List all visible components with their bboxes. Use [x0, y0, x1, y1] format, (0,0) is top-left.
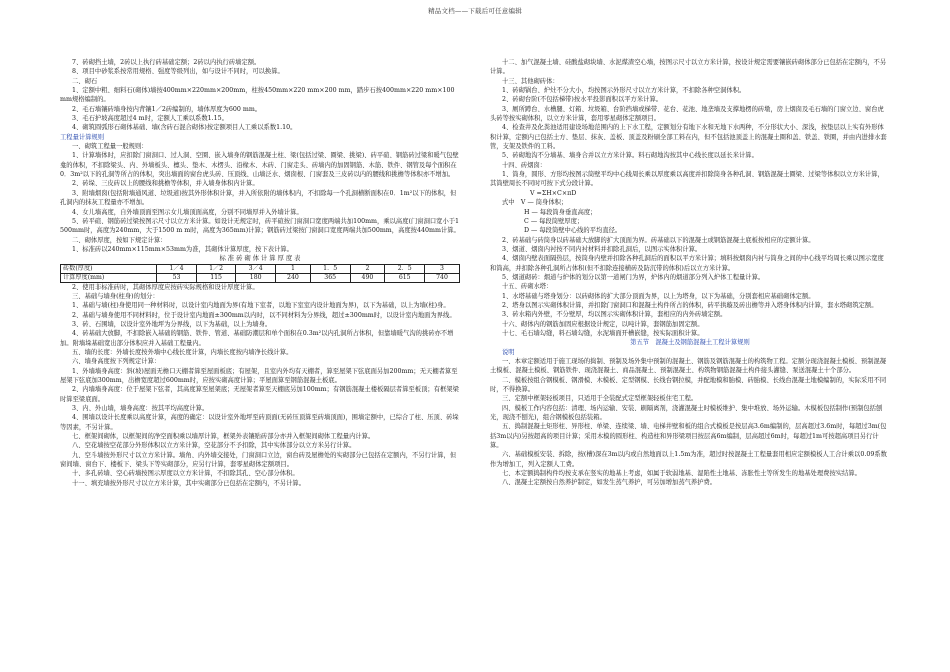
- paragraph: 十一、填充墙按外形尺寸以立方米计算，其中实砌部分已包括在定额内，不另计算。: [72, 479, 305, 487]
- paragraph: 1、筒身，圆形、方形均按图示筒壁平均中心线周长乘以厚度乘以高度并扣除筒身各种孔洞、钢筋混凝土圈梁、过梁等体积以立方米计算，其筒壁周长不同时可按下式分段计算。: [490, 171, 884, 188]
- table-cell: 砖数(厚度): [61, 264, 157, 273]
- paragraph: 一、本章定额适用于施工现场的捣制、预制及场外集中预制的混凝土、钢筋及钢筋混凝土的构筑物工程。定额分现浇混凝土模板、预制混凝土模板、混凝土模板、钢筋铁件、现浇混凝土、商品混凝土、预制混凝土、构筑物钢筋混凝土构件接头灌缝、泵送混凝土十个部分。: [490, 358, 887, 375]
- table-row: [61, 264, 460, 273]
- paragraph: 七、本定额捣制构件均按支承在竖实的地基上考虑，如属于软弱地基、湿陷性土地基、冻胀性土等所发生的地基处理费按实结算。: [502, 470, 861, 478]
- paragraph: 七、框架间砌体，以框架间的净空面积乘以墙厚计算，框架外表镶贴砖部分亦并入框架间砌体工程量内计算。: [72, 433, 375, 441]
- paragraph: 1、水塔基础与塔身划分：以砖砌体的扩大部分顶面为界，以上为塔身，以下为基础，分别套相应基础砌体定额。: [502, 292, 815, 300]
- table-cell: 1／2: [196, 264, 236, 273]
- table-cell: 1．5: [310, 264, 350, 273]
- paragraph: 四、模板工作内容包括：清理、场内运输、安装、刷隔离剂，浇灌混凝土时模板维护、集中堆放、场外运输。木模板包括制作(预制包括刨光，现浇不刨光)，组合钢模板包括装箱。: [490, 404, 883, 422]
- paragraph: V =ΣH×C×πD: [530, 189, 577, 197]
- paragraph: 十五、砖砌水塔：: [502, 283, 553, 291]
- paragraph: 十七、毛石墙勾缝，料石墙勾缝，水泥墙面开槽嵌缝，按实际面积计算。: [502, 329, 704, 337]
- table-cell: 490: [350, 273, 385, 282]
- paragraph: 六、墙身高度按下列规定计算：: [72, 358, 161, 366]
- table-cell: 2．5: [385, 264, 425, 273]
- paragraph: 八、混凝土定额按自然养护制定，如发生蒸气养护，可另加增加蒸气养护费。: [502, 479, 717, 487]
- brick-thickness-table: [60, 264, 460, 283]
- paragraph: 4、砌筑圆弧形石砌体基础、墙(含砖石混合砌体)按定额项目人工乘以系数1.10。: [72, 124, 297, 132]
- table-cell: 240: [275, 273, 310, 282]
- paragraph: 2、砖垛、三皮砖以上的腰线和挑檐等体积，并入墙身体积内计算。: [72, 180, 259, 188]
- table-cell: 计算厚度(mm): [61, 273, 157, 282]
- table-cell: 365: [310, 273, 350, 282]
- paragraph: 3、砖、石围墙，以设计室外地坪为分界线，以下为基础，以上为墙身。: [72, 320, 272, 328]
- paragraph: 十六、砌体内的钢筋加固应根据设计规定，以吨计算，套钢筋加固定额。: [502, 320, 704, 328]
- paragraph: 三、定额中框架轻板项目，只适用于全装配式定型框架轻板住宅工程。: [502, 395, 698, 403]
- paragraph: 九、空斗墙按外形尺寸以立方米计算。墙角、内外墙交接处，门窗洞口立边，窗台砖及屋檐处的实砌部分已包括在定额内，不另行计算，但窗间墙、窗台下、楼板下、梁头下等实砌部分，应另行计算，套零星砌体定额项目。: [60, 451, 457, 469]
- paragraph: 1、外墙墙身高度：斜(坡)屋面无檐口天棚者算至屋面板底；有屋架，且室内外均有天棚者，算至屋架下弦底面另加200mm；无天棚者算至屋架下弦底加300mm，出檐宽度超过600mm时，应按实砌高度计算；平屋面算至钢筋混凝土板底。: [60, 367, 458, 384]
- paragraph: 二、砌石: [72, 77, 98, 85]
- paragraph: 2、使用非标准砖时，其砌体厚度应按砖实际规格和设计厚度计算。: [72, 283, 259, 291]
- paragraph: 4、检查井及化粪池适用建设场地范围内的上下水工程，定额划分有地下水和无地下水两种，不分形状大小、深浅，按垫层以上实有外形体积计算，定额内已包括土方、垫层、抹灰、盖板、顶盖及粉刷全部工料在内，但不包括池顶盖上的混凝土圈和盖、铁盖、铁圈，并由内进排水套管，支架及铁件的工料。: [490, 124, 887, 151]
- paragraph: 2、毛石墙镶砖墙身按内背镶1／2砖编制的，墙体厚度为600 mm。: [72, 105, 262, 113]
- table-row: [61, 273, 460, 282]
- table-cell: 2: [350, 264, 385, 273]
- paragraph: 一、砌筑工程量一般规则：: [72, 143, 148, 151]
- right-column: [490, 58, 890, 663]
- paragraph: 工程量计算规则: [60, 133, 105, 141]
- paragraph: 5、烟道砌砖：烟道与炉体的划分以第一道闸门为界，炉体内的烟道部分列入炉体工程量计算。: [502, 273, 765, 281]
- left-column: [60, 58, 460, 663]
- paragraph: 十三、其他砌砖体：: [502, 77, 559, 85]
- table-cell: 3／4: [236, 264, 276, 273]
- table-caption: 标 准 砖 砌 体 计 算 厚 度 表: [219, 255, 301, 263]
- paragraph: 5、砖砌地沟不分墙基、墙身合并以立方米计算。料石砌地沟按其中心线长度以延长米计算。: [502, 152, 758, 160]
- paragraph: 六、基础模板安装、拆除，按(槽)深在3m以内或自然地面以上1.5m为准，超过时按混凝土工程量套用相应定额模板人工合计乘以0.09系数作为增加工，列入定额人工费。: [490, 451, 887, 468]
- paragraph: 五、墙的长度：外墙长度按外墙中心线长度计算，内墙长度按内墙净长线计算。: [72, 348, 293, 356]
- page-header: 精品文档——下载后可任意编辑: [428, 7, 522, 15]
- table-cell: 3: [425, 264, 460, 273]
- paragraph: 8、项目中砂浆系按常用规格、强度等级列出，如与设计不同时，可以换算。: [72, 68, 284, 76]
- paragraph: 3、内、外山墙，墙身高度：按其平均高度计算。: [72, 405, 209, 413]
- paragraph: 1、定额中粗、细料石(砌体)墙按400mm×220mm×200mm，柱按450mm×220 mm×200 mm，踏步石按400mm×220 mm×100mm规格编制的。: [60, 87, 455, 104]
- paragraph: 3、烟道、烟囱内衬按不同内衬材料并扣除孔洞后，以图示实体积计算。: [502, 245, 702, 253]
- paragraph: 3、砖水箱内外壁，不分壁厚，均以图示实砌体积计算，套相应的内外砖墙定额。: [502, 311, 727, 319]
- paragraph: 五、捣制混凝土矩形柱、异形柱、单梁、连续梁、墙、电梯井壁和板的组合式模板是按层高3.6m编制的，层高超过3.6m时，每超过3m(包括3m以内)另按超高的项目计算；采用木模的圆形柱、构造柱和异形梁项目按层高6m编制，层高超过6m时，每超过1m可按超高项目另行计算。: [490, 423, 887, 450]
- table-cell: 740: [425, 273, 460, 282]
- paragraph: D — 每段筒壁中心线的平均直径。: [524, 227, 622, 235]
- paragraph: 2、砖基础与砖筒身以砖基础大放脚的扩大顶面为界。砖基础以下的混凝土或钢筋混凝土底板按相应的定额计算。: [502, 236, 815, 244]
- paragraph: 5、砖平碹、钢筋砖过梁按图示尺寸以立方米计算。如设计无规定时，砖平碹按门窗洞口宽度两端共加100mm，乘以高度(门窗洞口宽小于1500mm时，高度为240mm，大于1500 m m时，高度为365mm)计算；钢筋砖过梁按门窗洞口宽度两端共加500mm，高度按440mm计算。: [60, 217, 460, 235]
- paragraph: 4、砖基础大放脚，不扣除嵌入基础的钢筋、铁件、管道、基础防潮层和单个面积在0.3m²以内孔洞所占体积，但靠墙暖气沟的挑砖亦不增加。附墙垛基础宽出部分体积应并入基础工程量内。: [60, 330, 454, 347]
- paragraph: 2、基础与墙身使用不同材料时，位于设计室内地面±300mm以内时，以不同材料为分界线，超过±300mm时，以设计室内地面为界线。: [72, 311, 456, 319]
- paragraph: 八、空花墙按空花部分外形体积以立方米计算，空花部分不予扣除，其中实体部分以立方米另行计算。: [72, 442, 356, 450]
- table-cell: 615: [385, 273, 425, 282]
- paragraph: 1、砖砌锅台、炉灶不分大小，均按图示外形尺寸以立方米计算，不扣除各种空洞体积。: [502, 87, 746, 95]
- paragraph: 二、砌体厚度，按如下规定计算：: [72, 236, 167, 244]
- paragraph: 1、基础与墙(柱)身使用同一种材料时，以设计室内地面为界(有地下室者，以地下室室内设计地面为界)，以下为基础，以上为墙(柱)身。: [72, 302, 450, 310]
- section-title: 第五节 混凝土及钢筋混凝土工程计算规则: [630, 339, 750, 347]
- note-title: 说明: [502, 348, 515, 356]
- paragraph: 二、模板按组合钢模板、钢滑模、木模板、定型钢模、长线台钢拉模，并配地模和胎模、砖胎模、长线台混凝土地模编制的，实际采用不同时，不得换算。: [490, 376, 887, 394]
- paragraph: 2、砖砌台阶(不包括梯带)按水平投影面积以平方米计算。: [502, 96, 663, 104]
- paragraph: 十、多孔砖墙、空心砖墙按图示厚度以立方米计算，不扣除其孔、空心部分体积。: [72, 470, 299, 478]
- paragraph: 十四、砖烟囱：: [502, 161, 547, 169]
- paragraph: 7、砖砌挡土墙，2砖以上执行砖基础定额；2砖以内执行砖墙定额。: [72, 59, 261, 66]
- paragraph: 2、内墙墙身高度：位于屋架下弦者，其高度算至屋架底；无屋架者算至天棚底另加100mm；有钢筋混凝土楼板隔层者算至板顶；有框架梁时算至梁底面。: [60, 386, 459, 403]
- table-cell: 1: [275, 264, 310, 273]
- paragraph: 1、计算墙体时，应扣除门窗洞口、过人洞、空圈、嵌入墙身的钢筋混凝土柱、梁(包括过梁、圈梁、挑梁)、砖平碹、钢筋砖过梁和暖气包壁龛的体积，不扣除梁头、内、外墙板头、檩头、垫木、木楞头、沿椽木、木砖、门窗走头、砖墙内的加固钢筋、木筋、铁件、钢管及每个面积在0．3m²以下的孔洞等所占的体积，突出墙面的窗台虎头砖、压顶线、山墙泛水、烟囱根、门窗套及三皮砖以内的腰线和挑檐等体积亦不增加。: [60, 152, 459, 179]
- paragraph: 式中 V — 筒身体积；: [502, 199, 568, 207]
- paragraph: 4、围墙以设计长度乘以高度计算，高度的确定：以设计室外地坪至砖顶面(无砖压顶算至砖墙顶面)，围墙定额中，已综合了柱、压顶、砖垛等因素，不另计算。: [60, 414, 459, 431]
- paragraph: 4、女儿墙高度，自外墙顶面至图示女儿墙顶面高度，分别不同墙厚并入外墙计算。: [72, 208, 303, 216]
- paragraph: 3、厕所蹲台、水槽腿、灯箱、垃圾箱、台阶挡墙或梯带、花台、花池、地垄墙及支撑地楞的砖墩，房上烟囱及毛石墙的门窗立边、窗台虎头砖等按实砌体积，以立方米计算，套用零星砌体定额项目。: [490, 105, 884, 123]
- table-cell: 180: [236, 273, 276, 282]
- paragraph: 2、塔身以图示实砌体积计算，并扣除门窗洞口和混凝土构件所占的体积，砖平拱璇及砖出檐等并入塔身体积内计算，套水塔砌筑定额。: [502, 301, 878, 309]
- paragraph: 十二、加气混凝土墙、硅酸盐砌块墙、水泥煤渣空心墙，按图示尺寸以立方米计算，按设计规定需要镶嵌砖砌体部分已包括在定额内，不另计算。: [490, 59, 887, 76]
- paragraph: 三、基础与墙身(柱身)的划分：: [72, 292, 159, 300]
- paragraph: C — 每段筒壁厚度；: [524, 217, 584, 225]
- table-cell: 115: [196, 273, 236, 282]
- paragraph: 4、烟囱内壁表面隔热层，按筒身内壁并扣除各种孔洞后的面积以平方米计算；填料按烟囱内衬与筒身之间的中心线平均周长乘以图示宽度和筒高，并扣除各种孔洞所占体积(但不扣除连接横砖及防沉带的体积)后以立方米计算。: [490, 255, 884, 272]
- table-cell: 1／4: [157, 264, 197, 273]
- table-cell: 53: [157, 273, 197, 282]
- paragraph: 3、附墙烟囱(包括附墙通风道、垃圾道)按其外形体积计算，并入所依附的墙体积内，不扣除每一个孔洞横断面积在0．1m²以下的体积，但孔洞内的抹灰工程量亦不增加。: [60, 189, 457, 207]
- paragraph: H — 每段筒身垂直高度；: [524, 208, 597, 216]
- paragraph: 3、毛石护坡高度超过4 m时，定额人工乘以系数1.15。: [72, 115, 228, 123]
- paragraph: 1、标准砖以240mm×115mm×53mm为准，其砌体计算厚度，按下表计算。: [72, 245, 293, 253]
